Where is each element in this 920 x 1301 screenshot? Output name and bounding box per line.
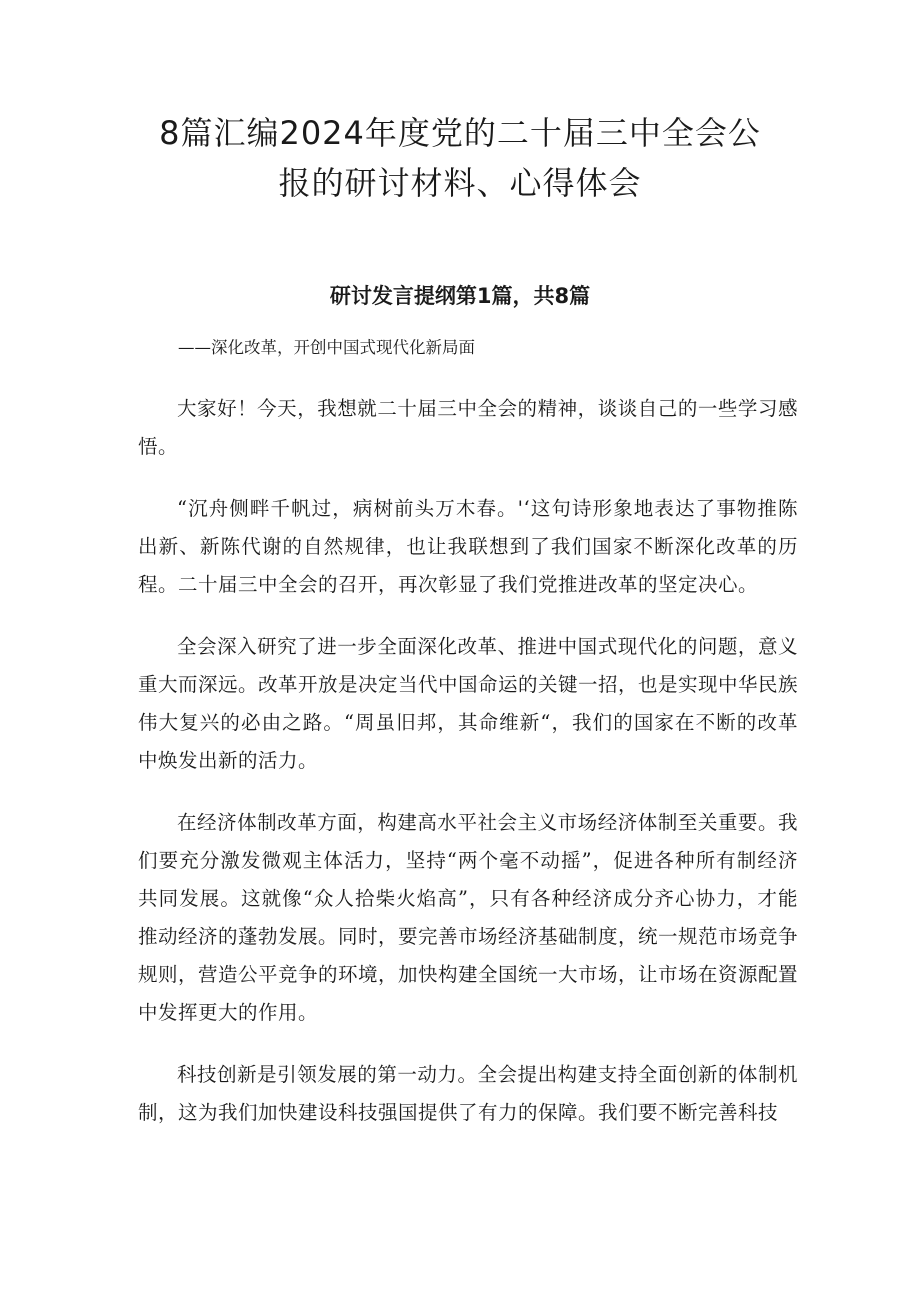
document-title-line-1: 8篇汇编2024年度党的二十届三中全会公: [159, 114, 761, 152]
paragraph-3: 全会深入研究了进一步全面深化改革、推进中国式现代化的问题，意义重大而深远。改革开放是决定当代中国命运的关键一招，也是实现中华民族伟大复兴的必由之路。“周虽旧邦，其命维新“，我们的国家在不断的改革中焕发出新的活力。: [138, 635, 799, 772]
body-text: [138, 390, 798, 1156]
document-title: [100, 108, 820, 208]
section-heading: 研讨发言提纲第1篇，共8篇: [329, 284, 591, 308]
paragraph-1: 大家好！今天，我想就二十届三中全会的精神，谈谈自己的一些学习感悟。: [138, 397, 798, 458]
paragraph-4: 在经济体制改革方面，构建高水平社会主义市场经济体制至关重要。我们要充分激发微观主体活力，坚持“两个毫不动摇”，促进各种所有制经济共同发展。这就像“众人拾柴火焰高”，只有各种经济成分齐心协力，才能推动经济的蓬勃发展。同时，要完善市场经济基础制度，统一规范市场竞争规则，营造公平竞争的环境，加快构建全国统一大市场，让市场在资源配置中发挥更大的作用。: [138, 811, 799, 1024]
document-title-line-2: 报的研讨材料、心得体会: [278, 164, 642, 202]
section-subtitle: ——深化改革，开创中国式现代化新局面: [178, 338, 475, 357]
paragraph-2: “沉舟侧畔千帆过，病树前头万木春。'‘这句诗形象地表达了事物推陈出新、新陈代谢的自然规律，也让我联想到了我们国家不断深化改革的历程。二十届三中全会的召开，再次彰显了我们党推进改革的坚定决心。: [138, 497, 798, 596]
paragraph-5: 科技创新是引领发展的第一动力。全会提出构建支持全面创新的体制机制，这为我们加快建设科技强国提供了有力的保障。我们要不断完善科技: [138, 1063, 798, 1124]
